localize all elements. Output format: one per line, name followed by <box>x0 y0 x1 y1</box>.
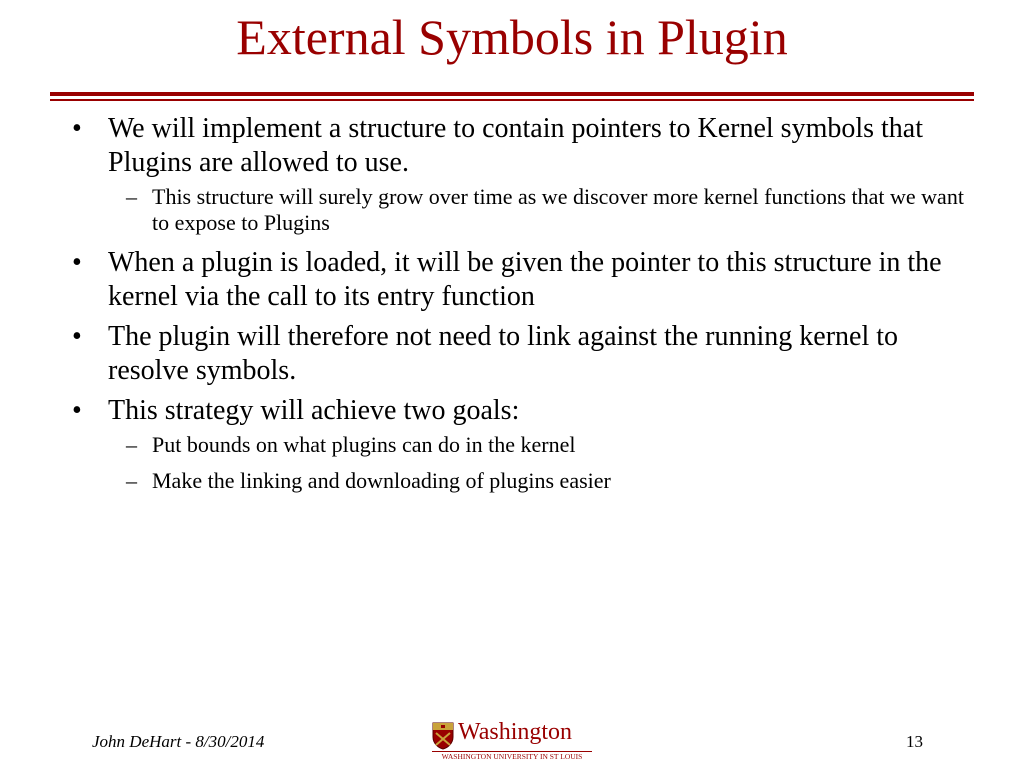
title-divider-thin <box>50 99 974 101</box>
sub-bullet-marker: – <box>126 468 137 493</box>
bullet-item <box>72 112 972 236</box>
footer-author-date: John DeHart - 8/30/2014 <box>92 732 265 751</box>
sub-bullet-text: This structure will surely grow over time as we discover more kernel functions that we want to expose to Plugins <box>152 184 964 235</box>
sub-bullet-marker: – <box>126 184 137 209</box>
university-logo <box>432 719 594 762</box>
slide-title: External Symbols in Plugin <box>236 9 788 65</box>
bullet-marker: • <box>72 395 82 426</box>
sub-bullet-item <box>116 184 972 236</box>
sub-bullet-text: Put bounds on what plugins can do in the kernel <box>152 432 576 457</box>
title-divider-thick <box>50 92 974 96</box>
logo-name: Washington <box>458 719 573 745</box>
bullet-marker: • <box>72 113 82 144</box>
sub-bullet-item <box>116 432 972 458</box>
bullet-item <box>72 320 972 388</box>
sub-bullet-marker: – <box>126 432 137 457</box>
sub-bullet-list <box>116 184 972 236</box>
bullet-text: When a plugin is loaded, it will be given the pointer to this structure in the kernel via the call to its entry function <box>108 247 942 312</box>
bullet-item <box>72 246 972 314</box>
sub-bullet-list <box>116 432 972 494</box>
bullet-marker: • <box>72 247 82 278</box>
bullet-text: This strategy will achieve two goals: <box>108 395 520 426</box>
sub-bullet-text: Make the linking and downloading of plugins easier <box>152 468 611 493</box>
bullet-text: We will implement a structure to contain pointers to Kernel symbols that Plugins are allowed to use. <box>108 113 924 178</box>
bullet-marker: • <box>72 321 82 352</box>
bullet-text: The plugin will therefore not need to link against the running kernel to resolve symbols. <box>108 321 899 386</box>
university-shield-icon <box>432 722 454 750</box>
page-number: 13 <box>906 732 923 751</box>
logo-tagline: WASHINGTON UNIVERSITY IN ST LOUIS <box>441 752 583 761</box>
bullet-item <box>72 394 972 494</box>
bullet-list <box>72 112 972 504</box>
sub-bullet-item <box>116 468 972 494</box>
